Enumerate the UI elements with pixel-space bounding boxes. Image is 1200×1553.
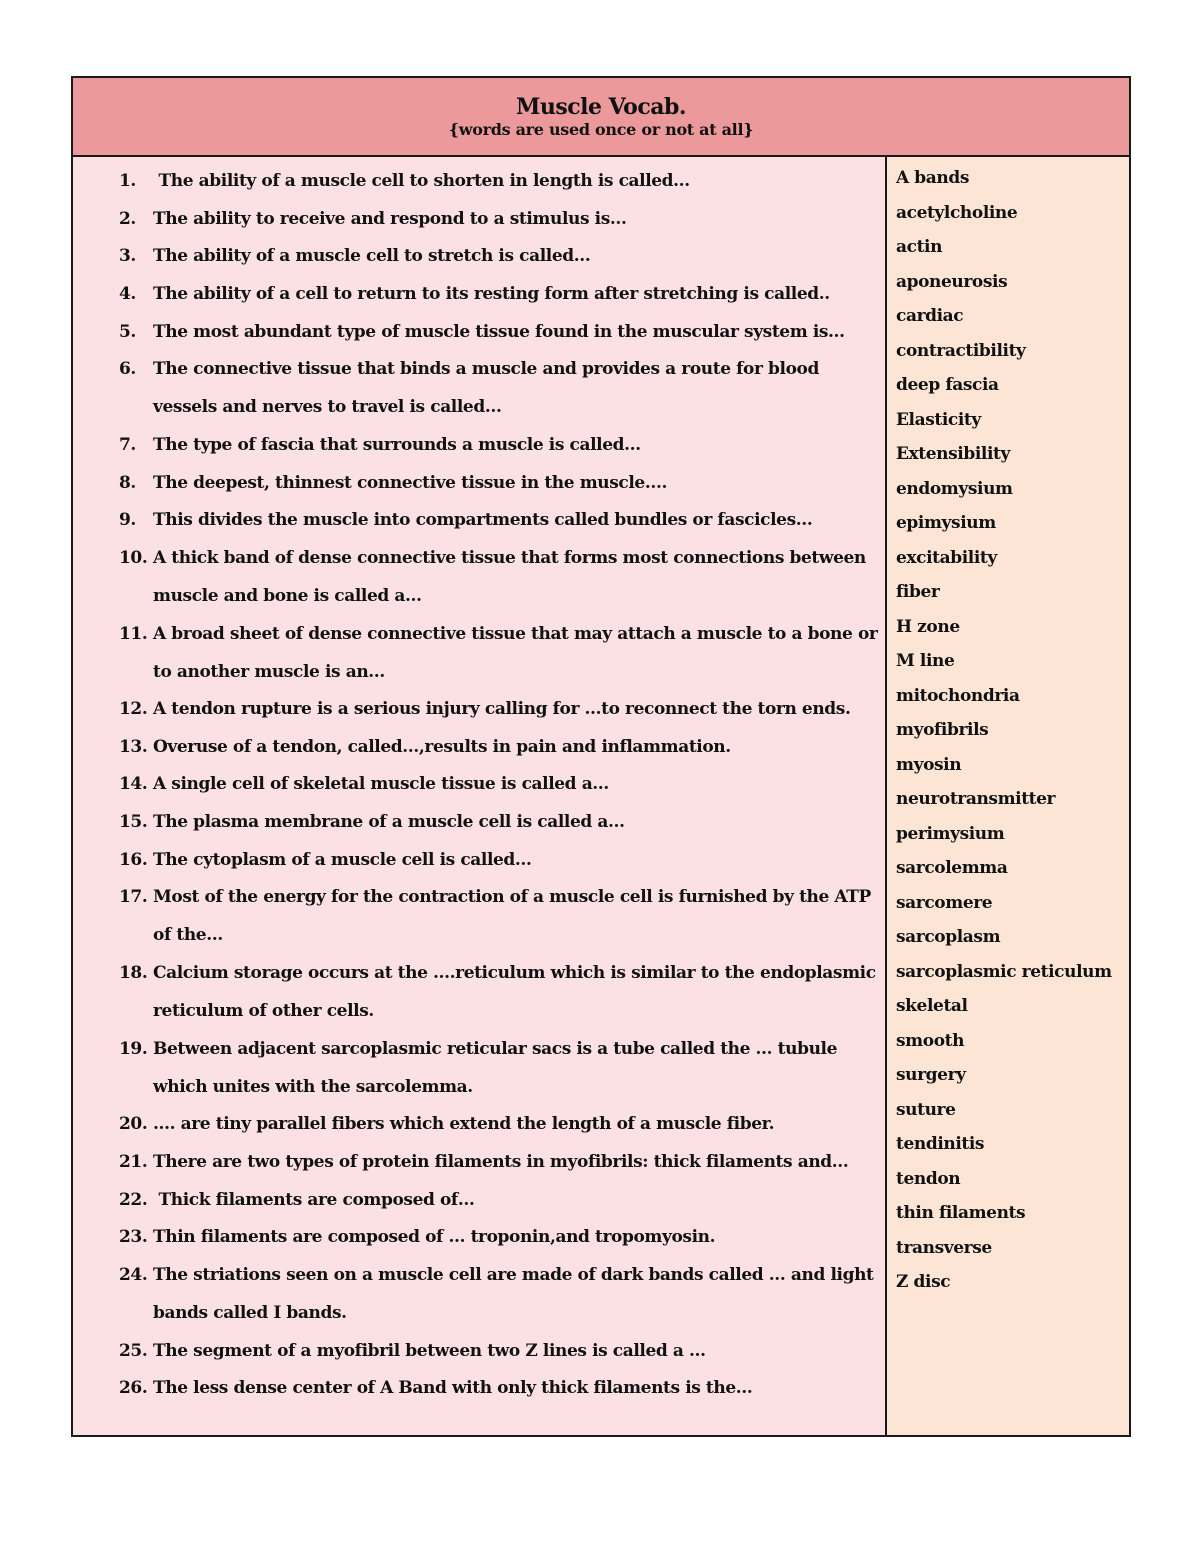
question-text: The ability of a muscle cell to shorten in length is called… (153, 171, 690, 191)
question-item (119, 501, 812, 539)
question-text-continued: bands called I bands. (153, 1302, 347, 1323)
question-item (119, 1105, 774, 1143)
question-text-continued: to another muscle is an… (153, 661, 385, 682)
word-bank-item: sarcomere (896, 892, 993, 913)
word-bank-item: neurotransmitter (896, 789, 1056, 809)
question-text: A single cell of skeletal muscle tissue is called a… (153, 774, 609, 795)
question-item (119, 539, 866, 606)
word-bank-item: M line (896, 651, 955, 671)
word-bank-item: myofibrils (896, 720, 989, 740)
word-bank-item: contractibility (896, 340, 1026, 361)
question-text: The ability to receive and respond to a stimulus is… (153, 208, 627, 229)
question-text: A thick band of dense connective tissue that forms most connections between (153, 547, 866, 568)
question-number: 26. (119, 1378, 148, 1399)
question-item (119, 237, 590, 275)
word-bank-item: smooth (896, 1030, 965, 1051)
question-item (119, 162, 690, 200)
question-item (119, 1332, 706, 1370)
question-item (119, 765, 609, 803)
question-number: 7. (119, 434, 136, 455)
question-item (119, 350, 819, 418)
question-item (119, 728, 731, 766)
question-item (119, 1030, 838, 1097)
question-text: There are two types of protein filaments in myofibrils: thick filaments and… (153, 1152, 849, 1172)
question-text: Overuse of a tendon, called…,results in pain and inflammation. (153, 736, 731, 757)
question-text: Most of the energy for the contraction of a muscle cell is furnished by the ATP (153, 887, 871, 908)
question-number: 22. (119, 1189, 148, 1210)
question-text: Between adjacent sarcoplasmic reticular sacs is a tube called the … tubule (153, 1038, 838, 1059)
word-bank-column (887, 157, 1129, 1435)
word-bank-item: myosin (896, 754, 962, 775)
question-number: 14. (119, 774, 148, 795)
question-text: The ability of a cell to return to its resting form after stretching is called.. (153, 283, 830, 304)
question-text: …. are tiny parallel fibers which extend the length of a muscle fiber. (153, 1114, 775, 1135)
question-item (119, 615, 878, 682)
question-item (119, 426, 641, 464)
word-bank-item: A bands (896, 168, 970, 188)
question-number: 13. (119, 736, 148, 757)
question-text: Calcium storage occurs at the ….reticulum which is similar to the endoplasmic (153, 963, 876, 984)
question-number: 5. (119, 321, 136, 342)
word-bank-item: tendon (896, 1168, 961, 1189)
question-item (119, 313, 845, 351)
word-bank-item: thin filaments (896, 1203, 1026, 1223)
word-bank-item: deep fascia (896, 375, 999, 395)
question-number: 10. (119, 547, 148, 568)
question-number: 17. (119, 887, 148, 908)
word-bank-item: endomysium (896, 478, 1013, 499)
question-number: 20. (119, 1114, 148, 1135)
question-text: The type of fascia that surrounds a muscle is called… (153, 434, 641, 455)
word-bank-item: skeletal (896, 996, 968, 1016)
word-bank-item: suture (896, 1099, 956, 1120)
question-number: 15. (119, 812, 148, 833)
question-text-continued: vessels and nerves to travel is called… (153, 397, 502, 418)
word-bank-item: H zone (896, 616, 960, 637)
question-number: 18. (119, 963, 148, 984)
word-bank-item: cardiac (896, 306, 964, 326)
word-bank-item: actin (896, 237, 943, 257)
question-text: The striations seen on a muscle cell are made of dark bands called … and light (153, 1264, 874, 1285)
question-number: 11. (119, 623, 148, 644)
word-bank-item: tendinitis (896, 1134, 985, 1154)
question-number: 21. (119, 1152, 148, 1172)
question-item (119, 841, 532, 879)
questions-column (73, 157, 887, 1435)
word-bank-item: sarcoplasm (896, 927, 1001, 947)
question-text: The less dense center of A Band with only thick filaments is the… (153, 1378, 753, 1399)
table-header (73, 78, 1129, 157)
worksheet-subtitle: {words are used once or not at all} (448, 120, 754, 139)
worksheet-title: Muscle Vocab. (515, 94, 687, 120)
question-number: 1. (119, 171, 136, 191)
question-item (119, 1181, 474, 1219)
question-number: 9. (119, 510, 136, 531)
question-number: 4. (119, 283, 136, 304)
vocab-worksheet-table (71, 76, 1131, 1437)
word-bank-item: sarcolemma (896, 858, 1008, 878)
question-text: The deepest, thinnest connective tissue in the muscle…. (153, 472, 667, 493)
question-number: 25. (119, 1340, 148, 1361)
question-number: 24. (119, 1264, 148, 1285)
question-item (119, 275, 830, 313)
question-item (119, 690, 851, 728)
word-bank-item: surgery (896, 1065, 966, 1085)
word-bank-item: Z disc (896, 1272, 951, 1292)
word-bank-item: acetylcholine (896, 202, 1018, 223)
word-bank-item: epimysium (896, 513, 996, 533)
question-text: The most abundant type of muscle tissue found in the muscular system is… (153, 321, 845, 342)
question-item (119, 1218, 715, 1256)
question-number: 6. (119, 359, 136, 380)
question-number: 23. (119, 1227, 148, 1248)
question-item (119, 1369, 752, 1407)
question-number: 12. (119, 699, 148, 720)
question-item (119, 1143, 848, 1181)
word-bank-item: Elasticity (896, 409, 981, 430)
question-item (119, 200, 627, 238)
question-text-continued: which unites with the sarcolemma. (153, 1076, 473, 1097)
question-text-continued: reticulum of other cells. (153, 1001, 374, 1022)
question-text: Thin filaments are composed of … troponin,and tropomyosin. (153, 1227, 716, 1248)
question-text: The connective tissue that binds a muscle and provides a route for blood (153, 359, 819, 380)
question-item (119, 878, 871, 946)
question-number: 2. (119, 208, 136, 229)
word-bank-item: excitability (896, 547, 997, 568)
question-item (119, 803, 625, 841)
word-bank-item: Extensibility (896, 444, 1010, 464)
question-text: A broad sheet of dense connective tissue that may attach a muscle to a bone or (153, 623, 878, 644)
word-bank-item: transverse (896, 1237, 992, 1258)
question-item (119, 954, 876, 1022)
question-text: The segment of a myofibril between two Z lines is called a … (153, 1340, 706, 1361)
question-text: The cytoplasm of a muscle cell is called… (153, 849, 532, 870)
word-bank-item: sarcoplasmic reticulum (896, 961, 1112, 982)
word-bank-item: fiber (896, 582, 940, 602)
question-text-continued: of the… (153, 925, 223, 946)
question-text-continued: muscle and bone is called a… (153, 585, 422, 606)
question-text: Thick filaments are composed of… (153, 1189, 475, 1210)
question-text: This divides the muscle into compartments called bundles or fascicles… (153, 510, 813, 531)
question-text: The ability of a muscle cell to stretch is called… (153, 246, 591, 267)
question-number: 19. (119, 1038, 148, 1059)
question-number: 8. (119, 472, 136, 493)
question-item (119, 1256, 874, 1323)
question-text: The plasma membrane of a muscle cell is called a… (153, 812, 625, 833)
question-number: 3. (119, 246, 136, 267)
word-bank-item: mitochondria (896, 685, 1020, 706)
word-bank-item: perimysium (896, 823, 1005, 844)
question-text: A tendon rupture is a serious injury calling for …to reconnect the torn ends. (153, 699, 851, 720)
word-bank-item: aponeurosis (896, 271, 1008, 292)
question-item (119, 464, 667, 502)
question-number: 16. (119, 849, 148, 870)
